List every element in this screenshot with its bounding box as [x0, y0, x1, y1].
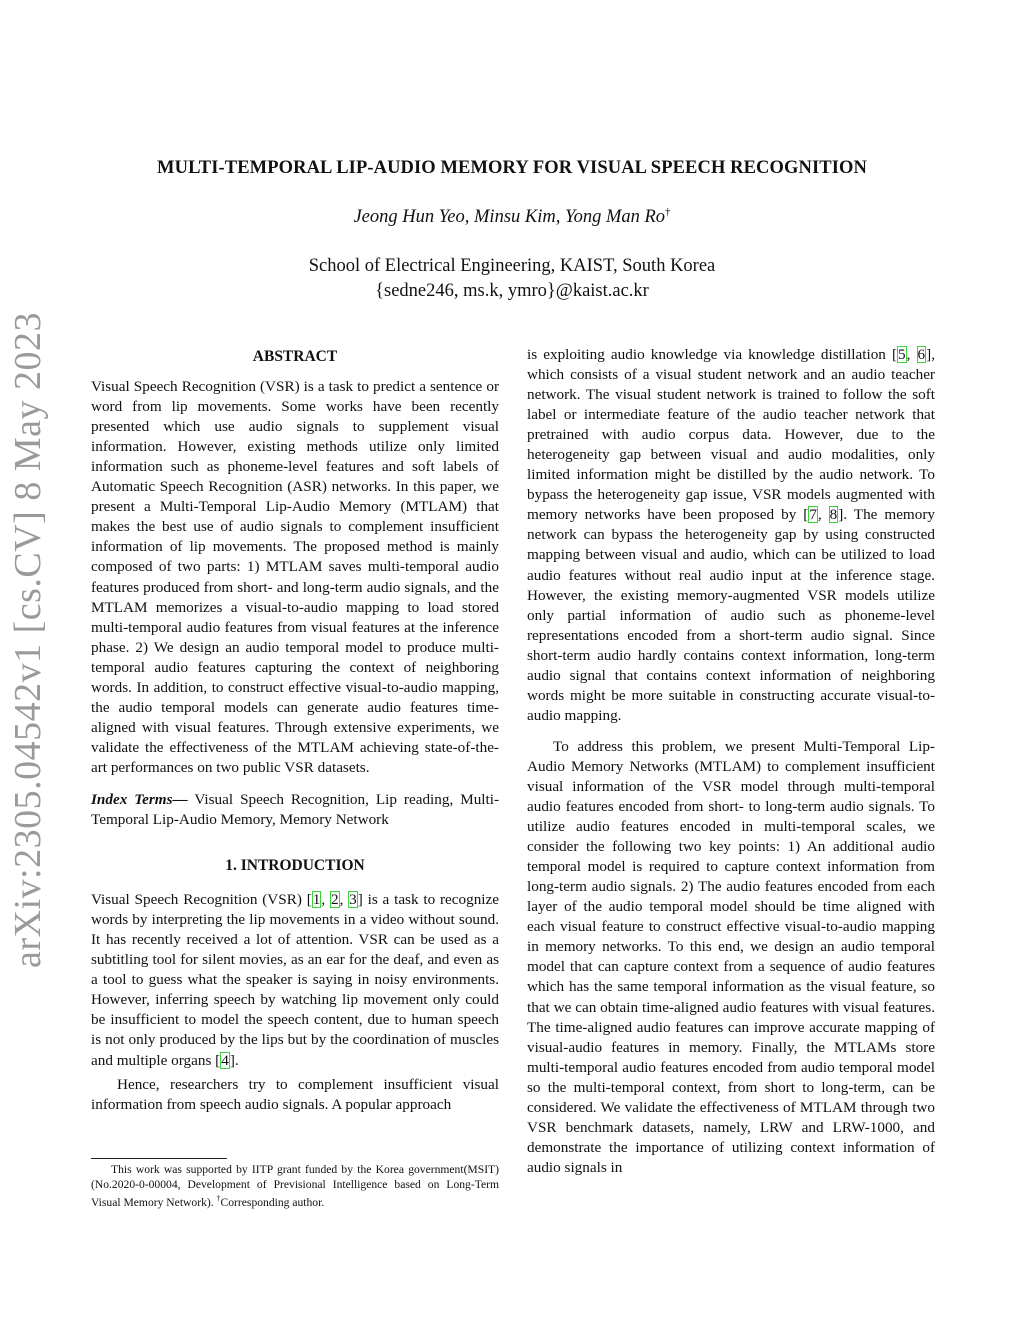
index-terms-label: Index Terms—	[91, 790, 188, 808]
arxiv-identifier-text: arXiv:2305.04542v1 [cs.CV] 8 May 2023	[7, 312, 49, 968]
footnote-text	[91, 1163, 499, 1210]
citation-link-7[interactable]: 7	[809, 506, 817, 524]
author-names: Jeong Hun Yeo, Minsu Kim, Yong Man Ro	[353, 207, 666, 228]
intro-p3-text-b: ], which consists of a visual student network and an audio teacher network. The visual student network is trained to follow the soft label or intermediate feature of the audio teacher network that pretrained with audio corpus data. However, due to the heterogeneity gap between visual and audio modalities, only limited information might be distilled by the audio network. To bypass the heterogeneity gap issue, VSR models augmented with memory networks have been proposed by [	[527, 346, 935, 524]
abstract-text: Visual Speech Recognition (VSR) is a task to predict a sentence or word from lip movements. Some works have been recently presented which use audio signals to supplement visual information. However, existing methods utilize only limited information such as phoneme-level features and soft labels of Automatic Speech Recognition (ASR) networks. In this paper, we present a Multi-Temporal Lip-Audio Memory (MTLAM) that makes the best use of audio signals to complement insufficient information of lip movements. The proposed method is mainly composed of two parts: 1) MTLAM saves multi-temporal audio features produced from short- and long-term audio signals, and the MTLAM memorizes a visual-to-audio mapping to load stored multi-temporal audio features from visual features at the inference phase. 2) We design an audio temporal model to produce multi-temporal audio features capturing the context of neighboring words. In addition, to construct effective visual-to-audio mapping, the audio temporal models can generate audio features time-aligned with visual features. Through extensive experiments, we validate the effectiveness of the MTLAM achieving state-of-the-art performances on two public VSR datasets.	[91, 378, 499, 776]
paper-title: MULTI-TEMPORAL LIP-AUDIO MEMORY FOR VISUAL SPEECH RECOGNITION	[157, 158, 867, 178]
intro-paragraph-4: To address this problem, we present Multi-Temporal Lip-Audio Memory Networks (MTLAM) to complement insufficient visual information of the VSR model through multi-temporal audio features encoded from short- to long-term audio signals. To utilize audio features encoded in multi-temporal scales, we consider the following two key points: 1) An additional audio temporal model is required to capture context information from long-term audio signals. 2) The audio features encoded from each layer of the audio temporal model should be time aligned with each visual feature to construct effective visual-to-audio mapping in memory networks. To this end, we design an audio temporal model that can capture context from a sequence of audio features which has the same temporal information as the visual feature, so that we can obtain time-aligned audio features with visual features. The time-aligned audio features can improve accurate mapping of visual-audio features in memory. Finally, the MTLAMs store multi-temporal audio features encoded from audio temporal model so the multi-temporal context, from short to long-term, can be considered. We validate the effectiveness of MTLAM through two VSR benchmark datasets, namely, LRW and LRW-1000, and demonstrate the importance of utilizing context information of audio signals in	[527, 737, 935, 1176]
footnote-mark: †	[216, 1194, 221, 1203]
intro-p1-text-a: Visual Speech Recognition (VSR) [	[91, 891, 312, 909]
intro-p1-text-b: ] is a task to recognize words by interpreting the lip movements in a video without sound. It has recently received a lot of attention. VSR can be used as a subtitling tool for silent movies, as an ear for the deaf, and even as a tool to guess what the speaker is saying in noisy environments. However, inferring speech by watching lip movement only could be insufficient to model the speech content, due to human speech is not only produced by the lips but by the coordination of muscles and multiple organs [	[91, 891, 500, 1069]
citation-link-3[interactable]: 3	[349, 891, 357, 909]
citation-link-6[interactable]: 6	[917, 346, 926, 363]
citation-link-1[interactable]: 1	[312, 891, 321, 909]
index-terms-text: Visual Speech Recognition, Lip reading, Multi-Temporal Lip-Audio Memory, Memory Network	[91, 790, 500, 829]
intro-p3-text-a: is exploiting audio knowledge via knowledge distillation [	[527, 346, 898, 363]
intro-paragraph-3: is exploiting audio knowledge via knowledge distillation [5, 6], which consists of a visual student network and an audio teacher network. The visual student network is trained to follow the soft label or intermediate feature of the audio teacher network that pretrained with audio corpus data. However, due to the heterogeneity gap between visual and audio modalities, only limited information might be distilled by the audio network. To bypass the heterogeneity gap issue, VSR models augmented with memory networks have been proposed by [7, 8]. The memory network can bypass the heterogeneity gap by using constructed mapping between visual and audio, which can be utilized to load audio features without real audio input at the inference stage. However, the existing memory-augmented VSR models utilize only partial information of audio such as phoneme-level representations encoded from a short-term audio signal. Since short-term audio hardly contains context information, long-term audio signal that contains context information of neighboring words might be more suitable in constructing accurate visual-to-audio mapping.	[527, 346, 935, 724]
footnote	[91, 1158, 499, 1210]
intro-paragraph-2: Hence, researchers try to complement insufficient visual information from speech audio signals. A popular approach	[91, 1075, 499, 1113]
citation-link-2[interactable]: 2	[330, 891, 339, 909]
intro-p3-text-c: ]. The memory network can bypass the heterogeneity gap by using constructed mapping between visual and audio, which can be utilized to load audio features without real audio input at the inference stage. However, the existing memory-augmented VSR models utilize only partial information of audio such as phoneme-level representations encoded from a short-term audio signal. Since short-term audio hardly contains context information, long-term audio signal that contains context information of neighboring words might be more suitable in constructing accurate visual-to-audio mapping.	[527, 506, 935, 724]
author-list	[0, 206, 1024, 228]
affiliation-block	[0, 254, 1024, 304]
citation-link-8[interactable]: 8	[829, 506, 838, 524]
right-column	[527, 345, 935, 1178]
citation-link-5[interactable]: 5	[898, 346, 906, 363]
corresponding-author-mark: †	[665, 206, 671, 218]
intro-paragraph-1: Visual Speech Recognition (VSR) [1, 2, 3] is a task to recognize words by interpreting the lip movements in a video without sound. It has recently received a lot of attention. VSR can be used as a subtitling tool for silent movies, as an ear for the deaf, and even as a tool to guess what the speaker is saying in noisy environments. However, inferring speech by watching lip movement only could be insufficient to model the speech content, due to human speech is not only produced by the lips but by the coordination of muscles and multiple organs [4].	[91, 891, 500, 1069]
author-emails: {sedne246, ms.k, ymro}@kaist.ac.kr	[375, 281, 649, 301]
citation-link-4[interactable]: 4	[221, 1051, 229, 1069]
introduction-heading: 1. INTRODUCTION	[225, 857, 365, 875]
index-terms	[91, 790, 499, 830]
abstract-heading: ABSTRACT	[252, 348, 338, 365]
footnote-corresponding: Corresponding author.	[220, 1195, 325, 1209]
affiliation: School of Electrical Engineering, KAIST, South Korea	[308, 256, 716, 276]
left-column	[91, 345, 499, 1115]
footnote-funding: This work was supported by IITP grant funded by the Korea government(MSIT) (No.2020-0-00004, Development of Previsional Intelligence based on Long-Term Visual Memory Network).	[91, 1163, 499, 1209]
intro-p1-text-c: ].	[229, 1051, 239, 1069]
footnote-rule	[91, 1158, 227, 1159]
